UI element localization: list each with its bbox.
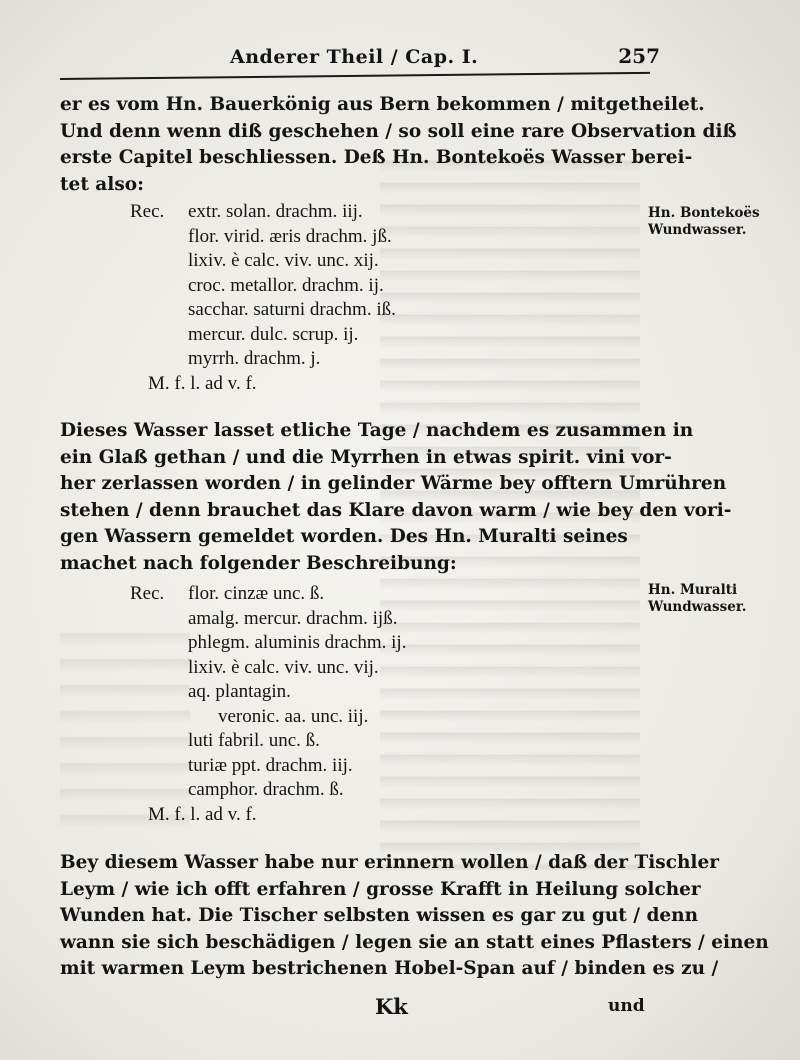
paragraph-3 [60, 850, 769, 983]
text-line: wann sie sich beschädigen / legen sie an statt eines Pflasters / einen [60, 931, 769, 953]
recipe-row [0, 656, 600, 681]
ingredient: sacchar. saturni drachm. iß. [188, 299, 396, 320]
margin-note-line: Hn. Muralti [648, 582, 738, 598]
ingredient: turiæ ppt. drachm. iij. [188, 754, 353, 776]
recipe-row [0, 680, 600, 705]
text-line: mit warmen Leym bestrichenen Hobel-Span auf / binden es zu / [60, 958, 719, 979]
recipe-label: Rec. [130, 201, 165, 222]
recipe-row [0, 582, 600, 607]
ingredient: myrrh. drachm. j. [188, 348, 321, 369]
recipe-row [0, 631, 600, 656]
header-rule [60, 72, 650, 80]
recipe-bontekoe [0, 200, 600, 396]
recipe-closing: M. f. l. ad v. f. [148, 372, 257, 394]
ingredient: flor. cinzæ unc. ß. [188, 583, 325, 604]
ingredient: extr. solan. drachm. iij. [188, 201, 363, 222]
running-head: Anderer Theil / Cap. I. [230, 46, 479, 68]
ingredient: lixiv. è calc. viv. unc. vij. [188, 656, 379, 678]
recipe-row [0, 249, 600, 274]
text-line: er es vom Hn. Bauerkönig aus Bern bekommen / mitgetheilet. [60, 94, 705, 115]
recipe-row [0, 274, 600, 299]
ingredient: luti fabril. unc. ß. [188, 730, 320, 751]
text-line: Bey diesem Wasser habe nur erinnern wollen / daß der Tischler [60, 852, 719, 873]
text-line: erste Capitel beschliessen. Deß Hn. Bontekoës Wasser berei- [60, 147, 693, 168]
margin-note-muralti [648, 582, 746, 616]
ingredient: flor. virid. æris drachm. jß. [188, 225, 392, 247]
page-header [60, 40, 660, 84]
text-line: tet also: [60, 173, 144, 195]
recipe-muralti [0, 582, 600, 827]
ingredient: mercur. dulc. scrup. ij. [188, 323, 359, 345]
recipe-row [0, 729, 600, 754]
ingredient: camphor. drachm. ß. [188, 779, 344, 800]
margin-note-bontekoe [648, 205, 760, 239]
ingredient: lixiv. è calc. viv. unc. xij. [188, 250, 379, 271]
text-line: stehen / denn brauchet das Klare davon warm / wie bey den vori- [60, 499, 732, 521]
recipe-row [0, 347, 600, 372]
ingredient: amalg. mercur. drachm. ijß. [188, 607, 398, 629]
text-line: Leym / wie ich offt erfahren / grosse Krafft in Heilung solcher [60, 878, 701, 900]
recipe-row [0, 200, 600, 225]
recipe-label: Rec. [130, 583, 165, 604]
ingredient: veronic. aa. unc. iij. [218, 705, 369, 727]
page-number: 257 [618, 44, 660, 68]
catchword: und [608, 996, 645, 1016]
recipe-row [0, 803, 600, 828]
recipe-row [0, 225, 600, 250]
recipe-row [0, 323, 600, 348]
text-line: Wunden hat. Die Tischer selbsten wissen es gar zu gut / denn [60, 905, 699, 926]
margin-note-line: Wundwasser. [648, 222, 747, 238]
recipe-row [0, 298, 600, 323]
ingredient: croc. metallor. drachm. ij. [188, 274, 384, 296]
recipe-row [0, 778, 600, 803]
margin-note-line: Hn. Bontekoës [648, 205, 760, 221]
recipe-row [0, 607, 600, 632]
text-line: gen Wassern gemeldet worden. Des Hn. Muralti seines [60, 526, 628, 547]
text-line: ein Glaß gethan / und die Myrrhen in etwas spirit. vini vor- [60, 446, 672, 468]
paragraph-2 [60, 418, 732, 577]
recipe-row [0, 372, 600, 397]
paragraph-1 [60, 92, 737, 198]
text-line: machet nach folgender Beschreibung: [60, 552, 457, 574]
text-line: her zerlassen worden / in gelinder Wärme bey offtern Umrühren [60, 473, 727, 494]
recipe-closing: M. f. l. ad v. f. [148, 803, 257, 825]
recipe-row [0, 754, 600, 779]
ingredient: aq. plantagin. [188, 681, 291, 702]
margin-note-line: Wundwasser. [648, 599, 747, 615]
signature-mark: Kk [375, 994, 408, 1019]
text-line: Dieses Wasser lasset etliche Tage / nachdem es zusammen in [60, 420, 694, 441]
ingredient: phlegm. aluminis drachm. ij. [188, 632, 407, 653]
recipe-row [0, 705, 600, 730]
text-line: Und denn wenn diß geschehen / so soll eine rare Observation diß [60, 120, 737, 142]
